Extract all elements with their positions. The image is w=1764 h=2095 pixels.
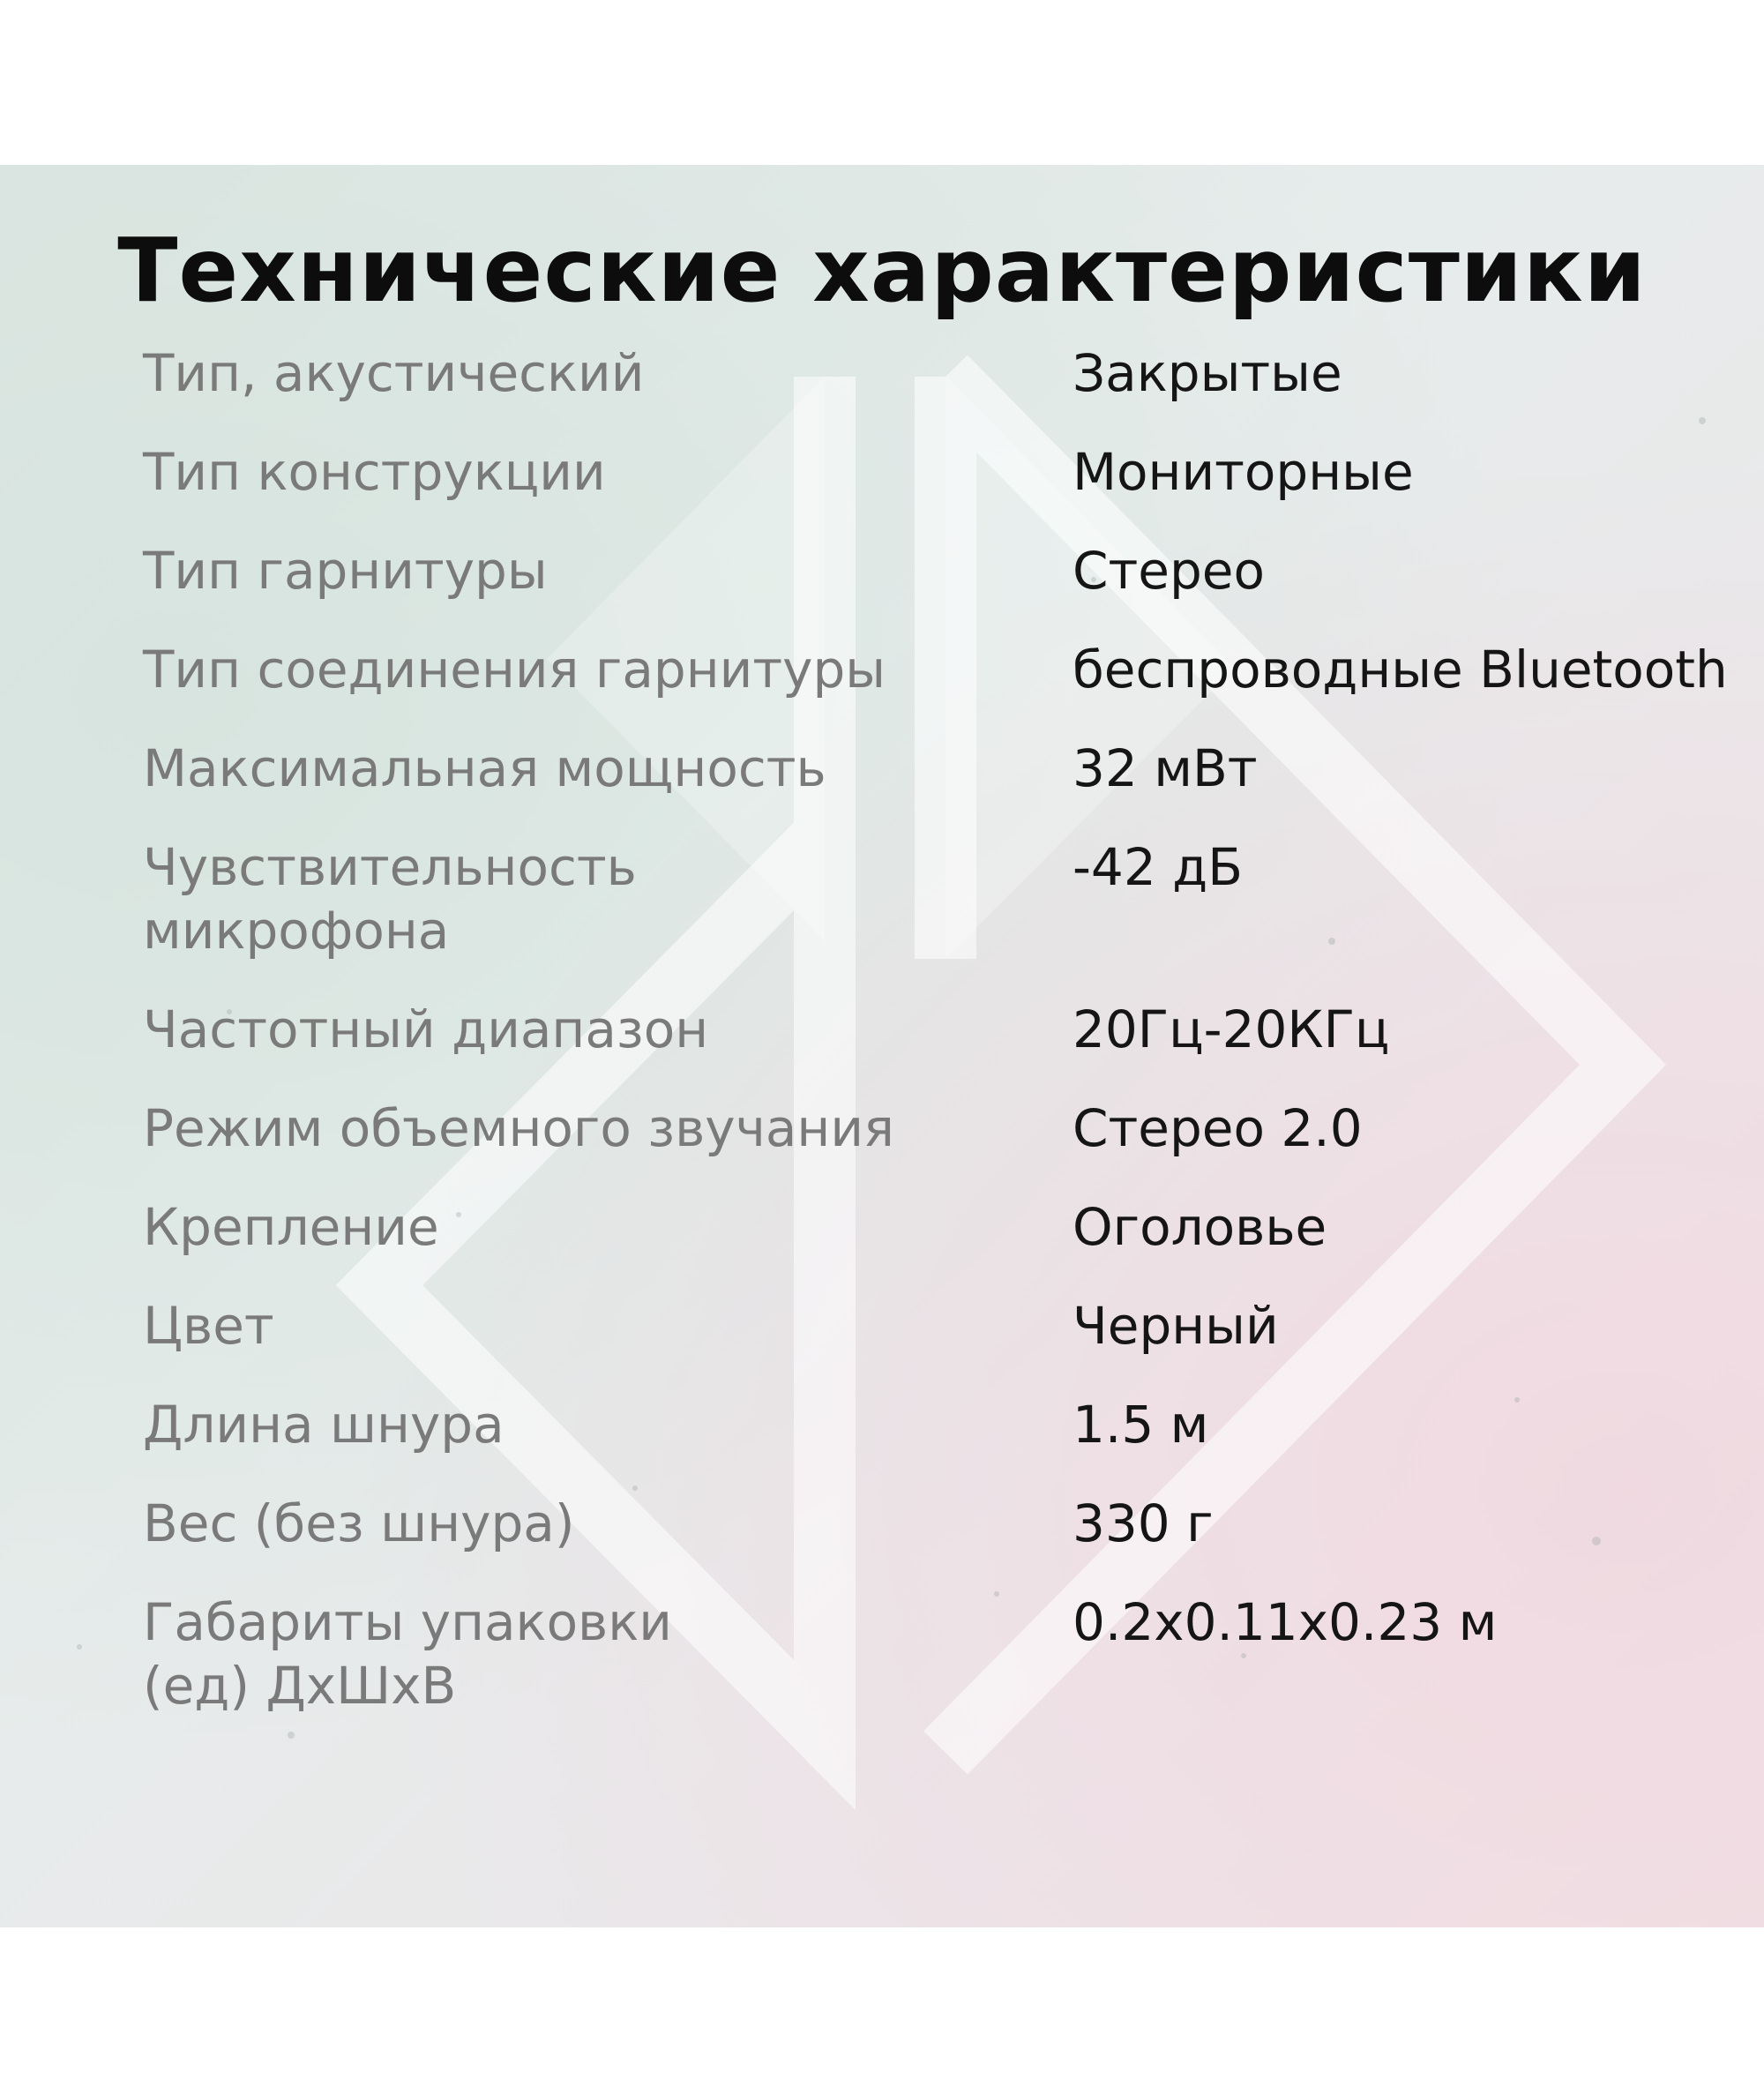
spec-label: Габариты упаковки (ед) ДхШхВ	[143, 1592, 672, 1716]
spec-value: Стерео 2.0	[1073, 1098, 1363, 1158]
spec-value: Мониторные	[1073, 442, 1414, 502]
spec-label: Тип соединения гарнитуры	[143, 640, 886, 700]
spec-value: Черный	[1073, 1296, 1279, 1356]
spec-label: Режим объемного звучания	[143, 1098, 894, 1158]
page-title: Технические характеристики	[117, 219, 1647, 322]
spec-value: Оголовье	[1073, 1197, 1327, 1257]
spec-label: Вес (без шнура)	[143, 1493, 575, 1553]
spec-label: Частотный диапазон	[143, 999, 709, 1059]
spec-value: беспроводные Bluetooth	[1073, 640, 1728, 700]
spec-row	[143, 440, 1730, 504]
spec-row	[143, 1590, 1730, 1717]
spec-row	[143, 539, 1730, 602]
spec-value: Закрытые	[1073, 343, 1342, 403]
spec-label: Максимальная мощность	[143, 738, 826, 798]
spec-row	[143, 998, 1730, 1061]
spec-label: Тип, акустический	[143, 343, 645, 403]
spec-list	[143, 341, 1730, 1753]
spec-row	[143, 737, 1730, 800]
spec-value: 32 мВт	[1073, 738, 1258, 798]
spec-panel	[0, 165, 1764, 1927]
spec-row	[143, 1294, 1730, 1358]
spec-row	[143, 638, 1730, 701]
spec-row	[143, 1492, 1730, 1555]
spec-value: 20Гц-20КГц	[1073, 999, 1390, 1059]
spec-row	[143, 835, 1730, 962]
spec-row	[143, 1096, 1730, 1160]
spec-value: Стерео	[1073, 541, 1265, 601]
spec-label: Крепление	[143, 1197, 439, 1257]
spec-row	[143, 341, 1730, 405]
spec-label: Тип гарнитуры	[143, 541, 548, 601]
spec-value: -42 дБ	[1073, 837, 1244, 897]
spec-label: Чувствительность микрофона	[143, 837, 637, 961]
spec-row	[143, 1393, 1730, 1456]
spec-label: Тип конструкции	[143, 442, 606, 502]
spec-value: 0.2х0.11х0.23 м	[1073, 1592, 1498, 1652]
spec-row	[143, 1195, 1730, 1259]
spec-label: Длина шнура	[143, 1395, 505, 1455]
spec-value: 330 г	[1073, 1493, 1214, 1553]
spec-label: Цвет	[143, 1296, 274, 1356]
spec-value: 1.5 м	[1073, 1395, 1209, 1455]
